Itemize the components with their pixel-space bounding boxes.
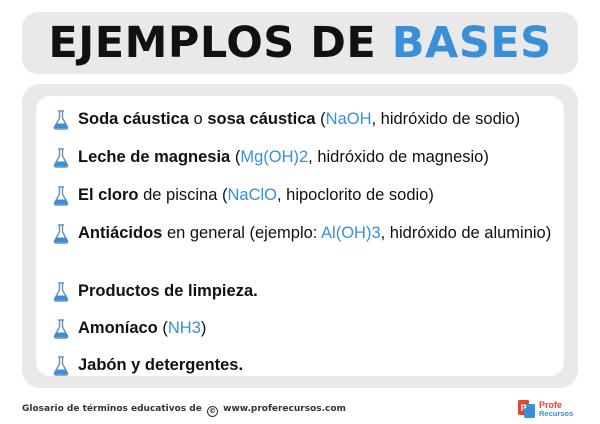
item-term: Leche de magnesia xyxy=(78,148,231,166)
flask-icon xyxy=(52,109,70,131)
item-term: Jabón y detergentes. xyxy=(78,356,244,374)
examples-list xyxy=(36,96,564,376)
list-item: Leche de magnesia (Mg(OH)2, hidróxido de magnesio) xyxy=(52,148,558,169)
item-term: Amoníaco xyxy=(78,319,158,337)
flask-icon xyxy=(52,318,70,340)
logo-mark-icon xyxy=(518,400,536,418)
title-banner xyxy=(22,12,578,74)
logo-line2: Recursos xyxy=(539,409,574,418)
list-item: Soda cáustica o sosa cáustica (NaOH, hidróxido de sodio) xyxy=(52,110,558,131)
logo-line1: Profe xyxy=(539,400,563,410)
item-formula: NaOH xyxy=(325,110,372,128)
item-term: El cloro xyxy=(78,186,139,204)
footer-site: www.proferecursos.com xyxy=(223,404,346,414)
flask-icon xyxy=(52,147,70,169)
item-term: sosa cáustica xyxy=(207,110,316,128)
title-part2: BASES xyxy=(391,18,552,68)
item-formula: Mg(OH)2 xyxy=(240,148,309,166)
title-part1: EJEMPLOS DE xyxy=(48,18,392,68)
footer-credit: Glosario de términos educativos de © www.proferecursos.com xyxy=(22,404,346,415)
svg-text:P: P xyxy=(520,403,527,413)
brand-logo xyxy=(518,398,582,420)
item-term: Productos de limpieza. xyxy=(78,282,258,300)
flask-icon xyxy=(52,281,70,303)
page-title xyxy=(48,18,551,68)
copyright-icon: © xyxy=(208,407,216,415)
list-item xyxy=(52,356,558,377)
item-formula: Al(OH)3 xyxy=(321,224,381,242)
item-formula: NaClO xyxy=(227,186,277,204)
flask-icon xyxy=(52,355,70,377)
flask-icon xyxy=(52,185,70,207)
list-item: El cloro de piscina (NaClO, hipoclorito de sodio) xyxy=(52,186,558,207)
item-term: Soda cáustica xyxy=(78,110,189,128)
list-item xyxy=(52,282,558,303)
item-term: Antiácidos xyxy=(78,224,163,242)
item-formula: NH3 xyxy=(167,319,201,337)
examples-panel xyxy=(22,84,578,388)
list-item: Amoníaco (NH3) xyxy=(52,319,558,340)
list-item: Antiácidos en general (ejemplo: Al(OH)3, hidróxido de aluminio) xyxy=(52,224,558,245)
flask-icon xyxy=(52,223,70,245)
